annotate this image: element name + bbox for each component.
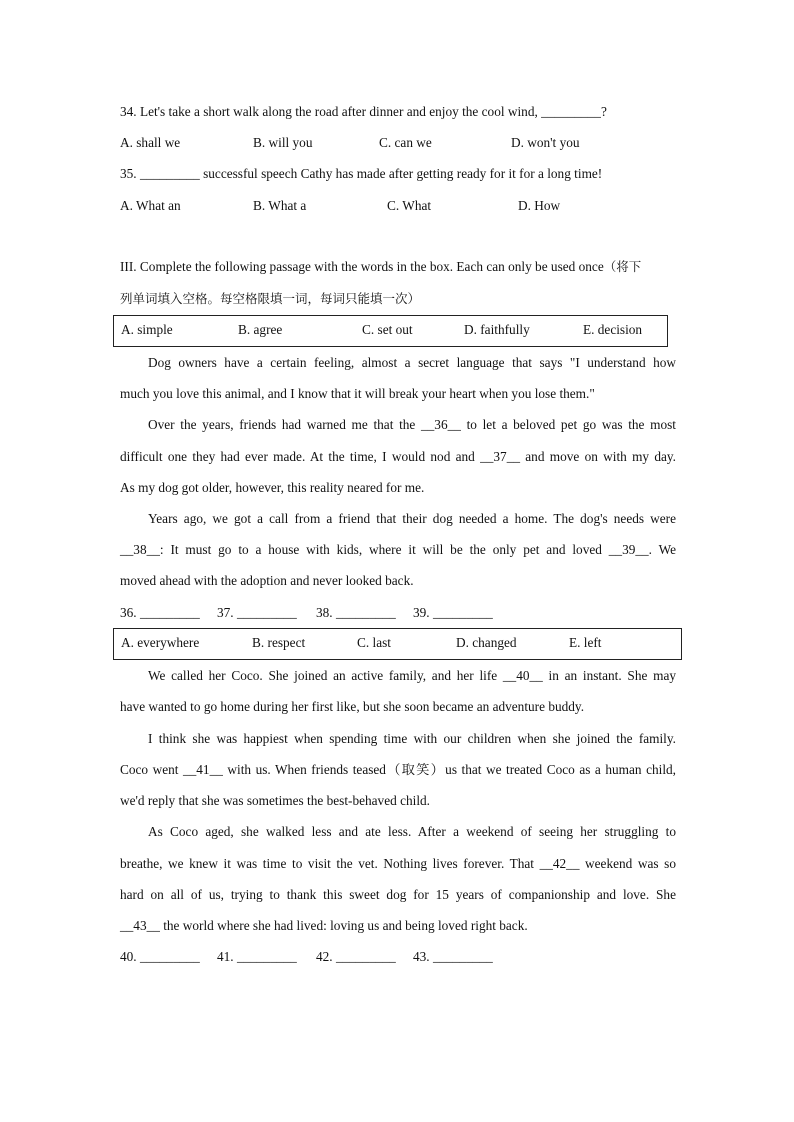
passage-line: As my dog got older, however, this reality neared for me. — [120, 480, 425, 495]
passage-line: __43__ the world where she had lived: loving us and being loved right back. — [120, 918, 528, 933]
passage-line: As Coco aged, she walked less and ate less. After a weekend of seeing her struggling to — [148, 824, 676, 839]
passage-line: have wanted to go home during her first like, but she soon became an adventure buddy. — [120, 699, 585, 714]
option: C. What — [387, 198, 432, 213]
section-instruction — [120, 258, 641, 276]
answer-blank[interactable]: 36. _________ — [120, 605, 200, 620]
instruction-zh-line2: 列单词填入空格。每空格限填一词，每词只能填一次） — [120, 291, 421, 306]
word-option: C. set out — [362, 322, 413, 337]
word-option: B. respect — [252, 635, 306, 650]
option: B. will you — [253, 135, 313, 150]
question-35: 35. _________ successful speech Cathy has made after getting ready for it for a long time! — [120, 166, 603, 181]
option: A. shall we — [120, 135, 181, 150]
word-option: A. simple — [121, 322, 173, 337]
answer-blank[interactable]: 38. _________ — [316, 605, 396, 620]
passage-line: we'd reply that she was sometimes the best-behaved child. — [120, 793, 430, 808]
word-option: B. agree — [238, 322, 283, 337]
passage-line: Dog owners have a certain feeling, almost a secret language that says "I understand how — [148, 355, 676, 370]
answer-blank[interactable]: 37. _________ — [217, 605, 297, 620]
passage-line: I think she was happiest when spending time with our children when she joined the family. — [148, 731, 676, 746]
word-option: C. last — [357, 635, 391, 650]
passage-line: moved ahead with the adoption and never looked back. — [120, 573, 414, 588]
option: A. What an — [120, 198, 181, 213]
instruction-en: III. Complete the following passage with the words in the box. Each can only be used once — [120, 259, 604, 274]
answer-blank[interactable]: 40. _________ — [120, 949, 200, 964]
passage-line: Over the years, friends had warned me that the __36__ to let a beloved pet go was the most — [148, 417, 676, 432]
passage-line: breathe, we knew it was time to visit the vet. Nothing lives forever. That __42__ weekend was so — [120, 856, 676, 871]
option: D. How — [518, 198, 561, 213]
answer-blank[interactable]: 39. _________ — [413, 605, 493, 620]
word-option: A. everywhere — [121, 635, 200, 650]
option: D. won't you — [511, 135, 580, 150]
option: B. What a — [253, 198, 307, 213]
word-option: E. left — [569, 635, 602, 650]
passage-line: Coco went __41__ with us. When friends teased（取笑）us that we treated Coco as a human child, — [120, 762, 676, 777]
passage-line: hard on all of us, trying to thank this sweet dog for 15 years of companionship and love. She — [120, 887, 676, 902]
passage-line: We called her Coco. She joined an active family, and her life __40__ in an instant. She may — [148, 668, 676, 683]
instruction-zh: （将下 — [603, 259, 642, 274]
word-option: E. decision — [583, 322, 643, 337]
option: C. can we — [379, 135, 432, 150]
word-box-2 — [113, 628, 682, 660]
word-option: D. faithfully — [464, 322, 530, 337]
answer-blank[interactable]: 41. _________ — [217, 949, 297, 964]
passage-line: __38__: It must go to a house with kids, where it will be the only pet and loved __39__. We — [120, 542, 676, 557]
answer-blank[interactable]: 43. _________ — [413, 949, 493, 964]
question-34: 34. Let's take a short walk along the road after dinner and enjoy the cool wind, _________? — [120, 104, 607, 119]
word-option: D. changed — [456, 635, 517, 650]
passage-line: Years ago, we got a call from a friend that their dog needed a home. The dog's needs were — [148, 511, 676, 526]
passage-line: difficult one they had ever made. At the time, I would nod and __37__ and move on with my day. — [120, 449, 676, 464]
passage-line: much you love this animal, and I know that it will break your heart when you lose them." — [120, 386, 595, 401]
word-box-1 — [113, 315, 668, 347]
answer-blank[interactable]: 42. _________ — [316, 949, 396, 964]
